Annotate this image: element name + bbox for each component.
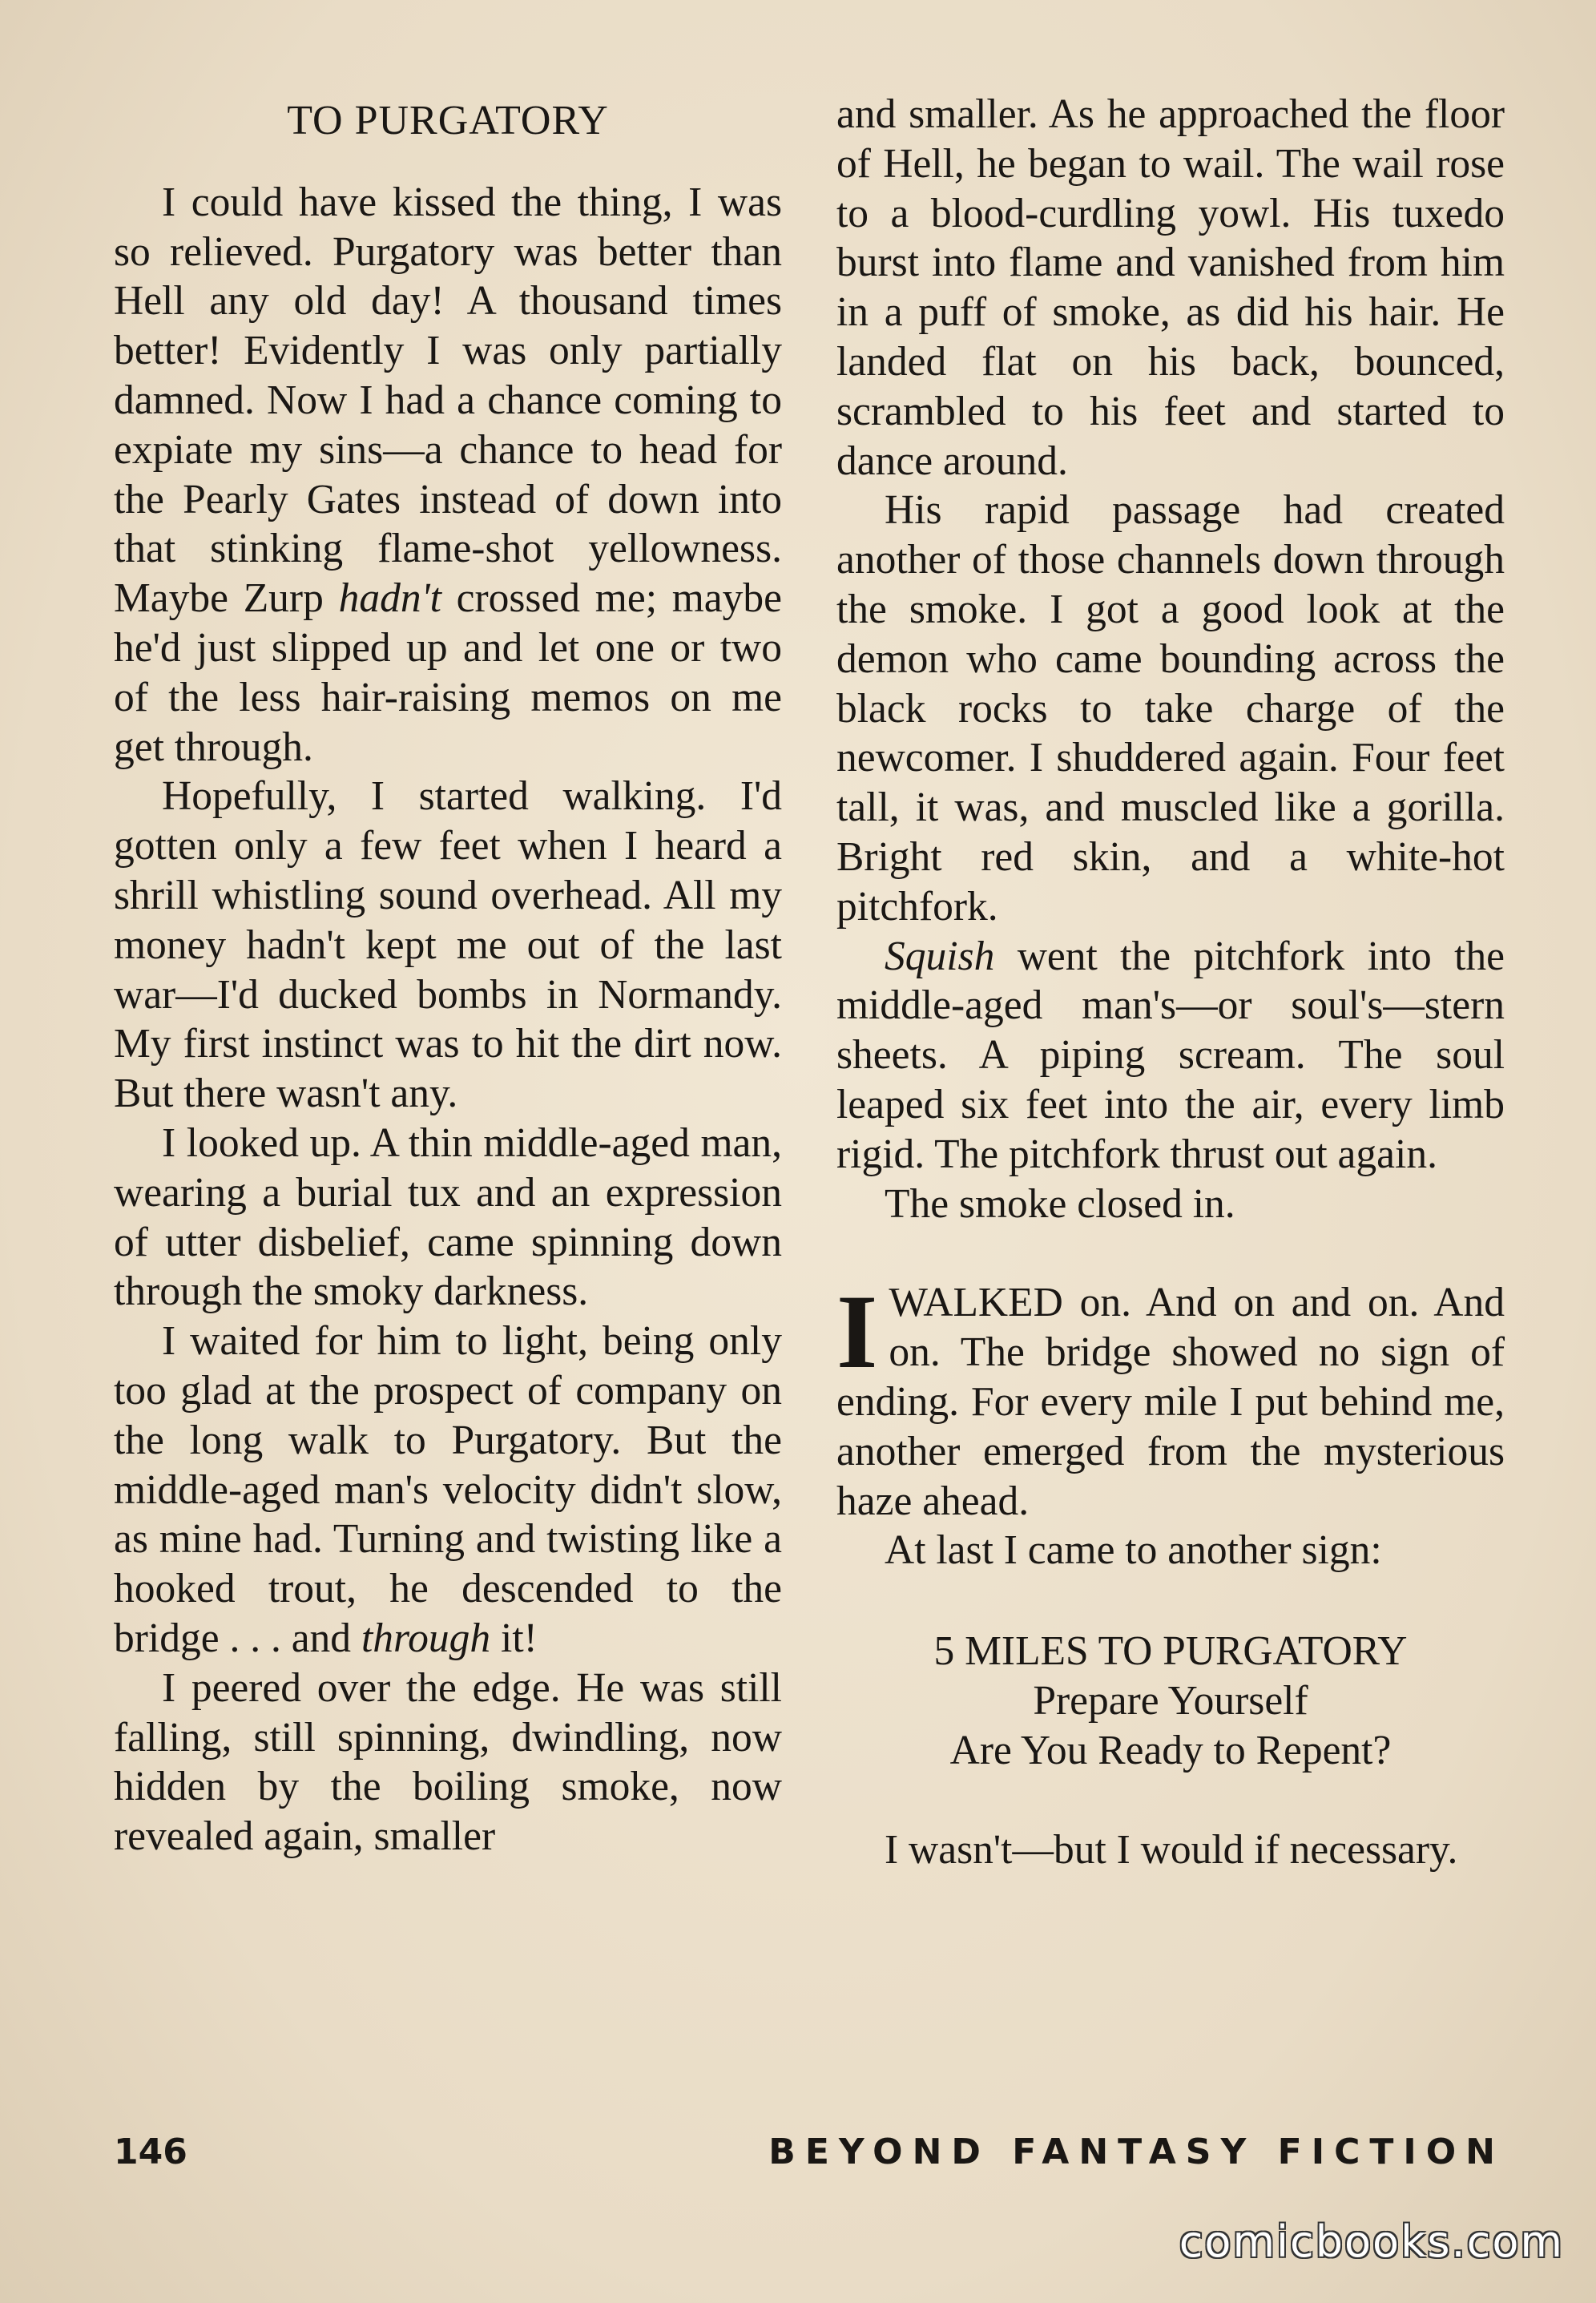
paragraph: Squish went the pitchfork into the middle-aged man's—or soul's—stern sheets. A piping scream. The soul leaped six feet into the air, every limb rigid. The pitchfork thrust out again. [836,933,1505,1177]
page-footer [114,2132,1505,2172]
paragraph: His rapid passage had created another of those channels down through the smoke. I got a good look at the demon who came bounding across the black rocks to take charge of the newcomer. I shuddered again. Four feet tall, it was, and muscled like a gorilla. Bright red skin, and a white-hot pitchfork. [836,487,1505,930]
paragraph: At last I came to another sign: [885,1527,1382,1574]
section-heading: TO PURGATORY [287,98,609,143]
paragraph: The smoke closed in. [885,1180,1235,1227]
magazine-title: BEYOND FANTASY FICTION [768,2132,1505,2172]
paragraph: I waited for him to light, being only too glad at the prospect of company on the long walk to Purgatory. But the middle-aged man's velocity didn't slow, as mine had. Turning and twisting like a hooked trout, he descended to the bridge . . . and through it! [114,1318,782,1661]
paragraph: I peered over the edge. He was still falling, still spinning, dwindling, now hidden by the boiling smoke, now revealed again, smaller [114,1664,782,1860]
left-column [114,90,782,1861]
page-number: 146 [114,2132,187,2172]
sign-text [836,1627,1505,1775]
paragraph: and smaller. As he approached the floor of Hell, he began to wail. The wail rose to a blood-curdling yowl. His tuxedo burst into flame and vanished from him in a puff of smoke, as did his hair. He landed flat on his back, bounced, scrambled to his feet and started to dance around. [836,91,1505,484]
sign-line: 5 MILES TO PURGATORY [933,1628,1408,1675]
paragraph: I looked up. A thin middle-aged man, wearing a burial tux and an expression of utter disbelief, came spinning down through the smoky darkness. [114,1119,782,1315]
paragraph-dropcap: IWALKED on. And on and on. And on. The bridge showed no sign of ending. For every mile I put behind me, another emerged from the mysterious haze ahead. [836,1272,1505,1524]
watermark: comicbooks.com [1179,2216,1564,2267]
sign-line: Prepare Yourself [1033,1677,1308,1724]
right-column [836,90,1505,1874]
paragraph: Hopefully, I started walking. I'd gotten only a few feet when I heard a shrill whistling sound overhead. All my money hadn't kept me out of the last war—I'd ducked bombs in Normandy. My first instinct was to hit the dirt now. But there wasn't any. [114,773,782,1117]
paragraph: I wasn't—but I would if necessary. [885,1826,1458,1873]
sign-line: Are You Ready to Repent? [949,1727,1392,1773]
drop-cap: I [836,1272,878,1391]
paragraph: I could have kissed the thing, I was so relieved. Purgatory was better than Hell any old day! A thousand times better! Evidently I was only partially damned. Now I had a chance coming to expiate my sins—a chance to head for the Pearly Gates instead of down into that stinking flame-shot yellowness. Maybe Zurp hadn't crossed me; maybe he'd just slipped up and let one or two of the less hair-raising memos on me get through. [114,179,782,770]
